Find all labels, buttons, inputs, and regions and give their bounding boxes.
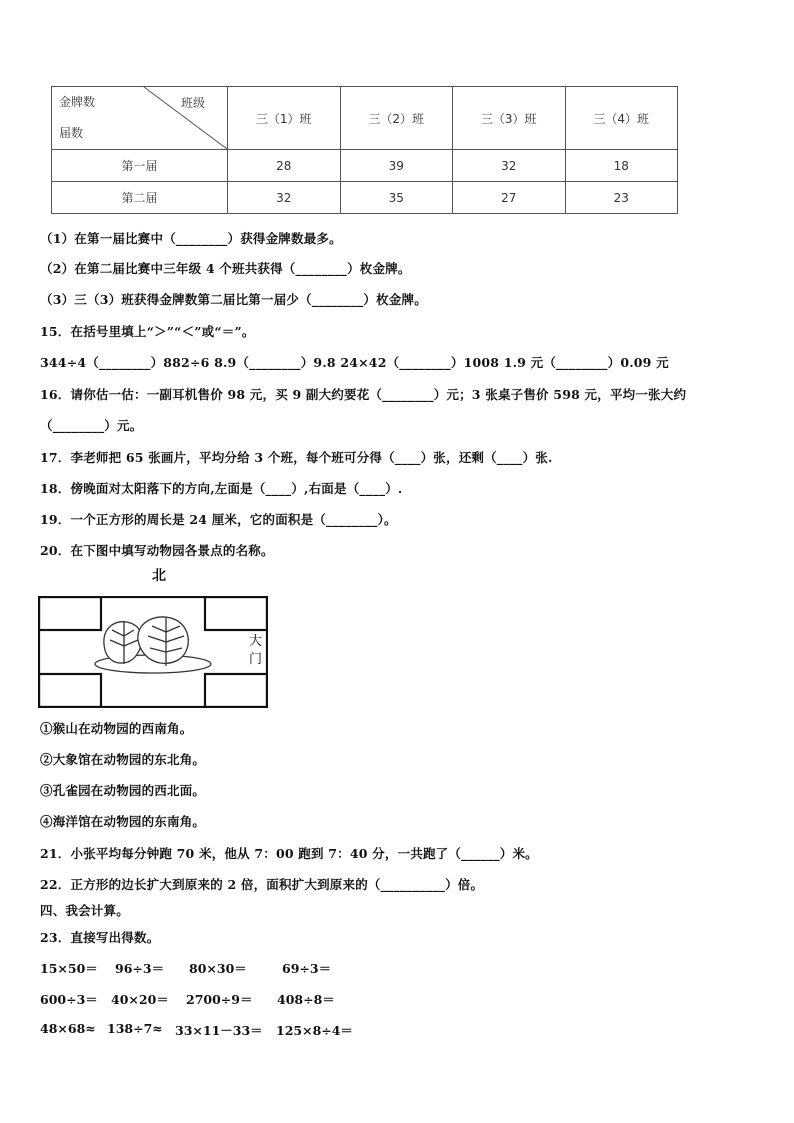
column-header: 三（2）班 [340,87,453,150]
row-label: 第二届 [52,182,228,214]
q19: 19．一个正方形的周长是 24 厘米，它的面积是（________）。 [40,512,397,527]
calc-item: 15×50＝ [40,961,98,976]
calc-item: 600÷3＝ [40,992,98,1007]
calc-item: 96÷3＝ [115,961,165,976]
q14-part1: （1）在第一届比赛中（________）获得金牌数最多。 [40,231,342,246]
statement-3: ③孔雀园在动物园的西北面。 [40,783,206,798]
column-header: 三（4）班 [565,87,678,150]
calc-item: 2700÷9＝ [186,992,253,1007]
calc-item: 33×11－33＝ [175,1023,263,1038]
q16-line1: 16．请你估一估：一副耳机售价 98 元，买 9 副大约要花（________）元；3 张桌子售价 598 元，平均一张大约 [40,387,687,402]
statement-1: ①猴山在动物园的西南角。 [40,721,193,736]
map-gate-label: 大门 [249,634,263,667]
table-header-row [52,87,678,150]
corner-label-medals: 金牌数 [59,95,96,109]
q22: 22．正方形的边长扩大到原来的 2 倍，面积扩大到原来的（__________）倍。 [40,877,484,892]
table-cell: 18 [565,150,678,182]
table-row [52,182,678,214]
calc-item: 48×68≈ [40,1021,96,1036]
map-north-label: 北 [152,568,166,584]
medal-table [51,86,678,214]
q15-items: 344÷4（________）882÷6 8.9（________）9.8 24×42（________）1008 1.9 元（________）0.09 元 [40,355,669,370]
q17: 17．李老师把 65 张画片，平均分给 3 个班，每个班可分得（____）张，还剩（____）张. [40,450,553,465]
calc-item: 125×8÷4＝ [276,1023,353,1038]
table-cell: 32 [228,182,341,214]
corner-label-session: 届数 [59,126,84,140]
q16-line2: （________）元。 [40,418,143,433]
q23-stem: 23．直接写出得数。 [40,930,160,945]
table-corner-cell [52,87,228,150]
zoo-spot-southwest-box [39,674,101,707]
q14-part3: （3）三（3）班获得金牌数第二届比第一届少（________）枚金牌。 [40,292,427,307]
section-4-heading: 四、我会计算。 [40,903,129,918]
table-cell: 35 [340,182,453,214]
q21: 21．小张平均每分钟跑 70 米，他从 7：00 跑到 7：40 分，一共跑了（______）米。 [40,846,538,861]
tree-illustration [95,617,211,673]
q20-stem: 20．在下图中填写动物园各景点的名称。 [40,543,274,558]
calc-item: 408÷8＝ [277,992,335,1007]
corner-label-class: 班级 [180,96,205,110]
table-row [52,150,678,182]
calc-item: 69÷3＝ [282,961,332,976]
q14-part2: （2）在第二届比赛中三年级 4 个班共获得（________）枚金牌。 [40,261,411,276]
table-cell: 27 [453,182,566,214]
calc-item: 138÷7≈ [107,1021,163,1036]
table-cell: 28 [228,150,341,182]
zoo-map [38,596,268,708]
zoo-spot-northwest-box [39,597,101,630]
table-cell: 32 [453,150,566,182]
row-label: 第一届 [52,150,228,182]
zoo-spot-southeast-box [205,674,267,707]
statement-4: ④海洋馆在动物园的东南角。 [40,814,206,829]
zoo-spot-northeast-box [205,597,267,630]
table-cell: 23 [565,182,678,214]
q15-stem: 15．在括号里填上“＞”“＜”或“＝”。 [40,324,255,339]
column-header: 三（3）班 [453,87,566,150]
column-header: 三（1）班 [228,87,341,150]
statement-2: ②大象馆在动物园的东北角。 [40,752,206,767]
calc-item: 40×20＝ [111,992,169,1007]
table-cell: 39 [340,150,453,182]
q18: 18．傍晚面对太阳落下的方向,左面是（____）,右面是（____）. [40,481,403,496]
calc-item: 80×30＝ [189,961,247,976]
